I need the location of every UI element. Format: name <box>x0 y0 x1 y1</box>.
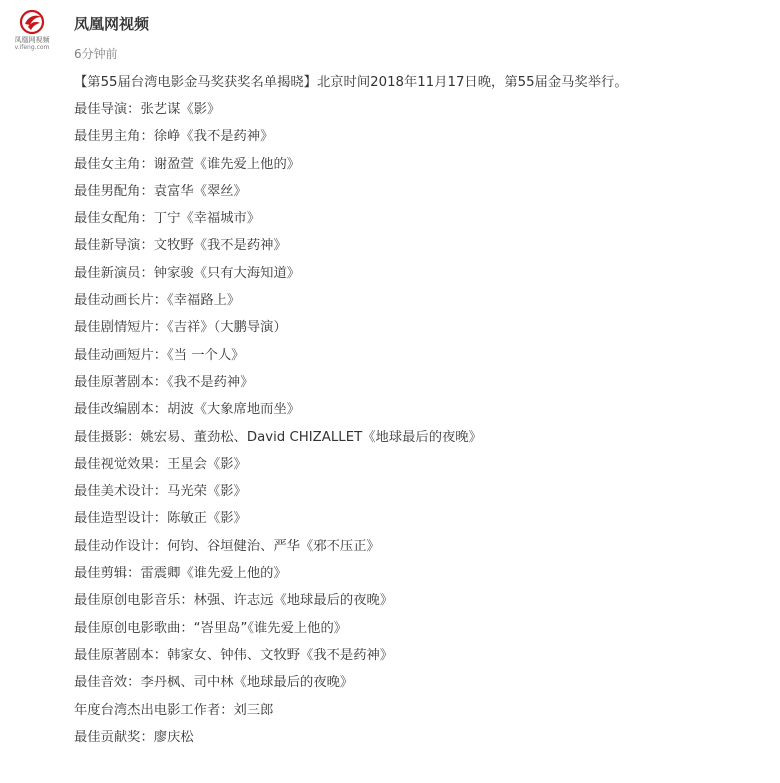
post-timestamp[interactable]: 6分钟前 <box>74 47 118 61</box>
avatar[interactable] <box>2 8 62 52</box>
award-item: 最佳原创电影音乐：林强、许志远《地球最后的夜晚》 <box>74 593 394 609</box>
post-headline: 【第55届台湾电影金马奖获奖名单揭晓】北京时间2018年11月17日晚，第55届金马奖举行。 <box>74 75 628 90</box>
award-item: 最佳导演：张艺谋《影》 <box>74 102 221 117</box>
award-item: 最佳造型设计：陈敏正《影》 <box>74 511 247 527</box>
award-item: 最佳原著剧本：韩家女、钟伟、文牧野《我不是药神》 <box>74 647 394 663</box>
ifeng-phoenix-logo-icon <box>16 8 48 36</box>
award-item: 最佳剧情短片：《吉祥》（大鹏导演） <box>74 320 287 336</box>
award-item: 最佳原创电影歌曲：“峇里岛”《谁先爱上他的》 <box>74 620 348 636</box>
award-item: 最佳新演员：钟家骏《只有大海知道》 <box>74 265 301 281</box>
award-item: 最佳改编剧本：胡波《大象席地而坐》 <box>74 402 301 418</box>
award-item: 最佳男主角：徐峥《我不是药神》 <box>74 129 274 145</box>
post-content <box>74 73 774 755</box>
award-item: 最佳音效：李丹枫、司中林《地球最后的夜晚》 <box>74 675 354 691</box>
award-item: 最佳女配角：丁宁《幸福城市》 <box>74 211 261 227</box>
award-item: 最佳动作设计：何钧、谷垣健治、严华《邪不压正》 <box>74 538 380 554</box>
award-item: 最佳剪辑：雷震卿《谁先爱上他的》 <box>74 566 287 582</box>
account-name[interactable]: 凤凰网视频 <box>74 15 150 33</box>
award-item: 最佳女主角：谢盈萱《谁先爱上他的》 <box>74 156 301 172</box>
award-item: 年度台湾杰出电影工作者：刘三郎 <box>74 702 274 718</box>
award-item: 最佳动画短片：《当 一个人》 <box>74 347 245 363</box>
award-item: 最佳动画长片：《幸福路上》 <box>74 293 241 309</box>
award-item: 最佳原著剧本：《我不是药神》 <box>74 374 254 390</box>
avatar-logo-text: 凤凰网视频 <box>14 36 50 44</box>
award-item: 最佳美术设计：马光荣《影》 <box>74 484 247 500</box>
award-item: 最佳摄影：姚宏易、董劲松、David CHIZALLET《地球最后的夜晚》 <box>74 429 482 445</box>
award-item: 最佳男配角：袁富华《翠丝》 <box>74 183 247 199</box>
award-item: 最佳贡献奖：廖庆松 <box>74 729 194 745</box>
award-list <box>74 100 774 755</box>
avatar-logo-url: v.ifeng.com <box>14 44 50 51</box>
award-item: 最佳视觉效果：王星会《影》 <box>74 456 247 472</box>
award-item: 最佳新导演：文牧野《我不是药神》 <box>74 238 287 254</box>
